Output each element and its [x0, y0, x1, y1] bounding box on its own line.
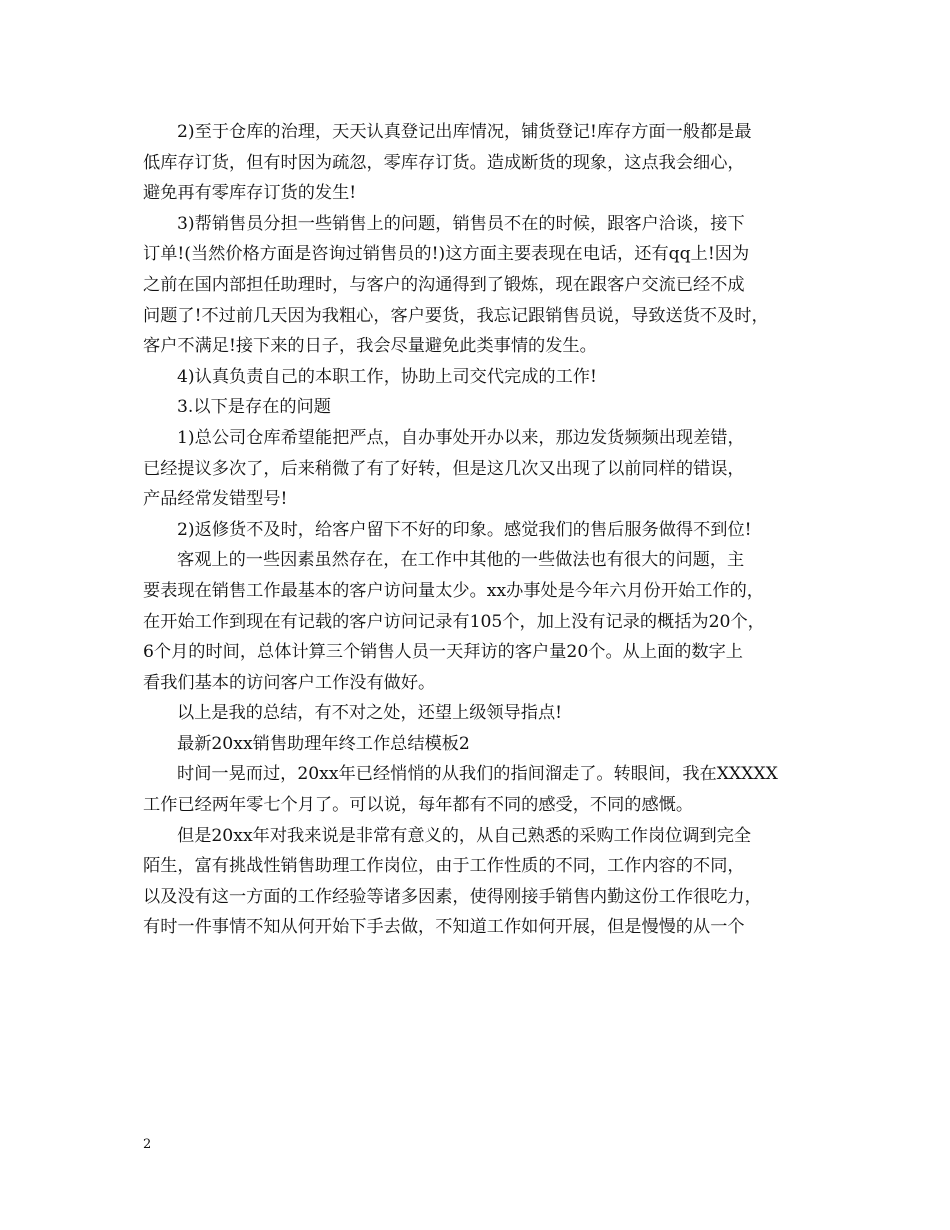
- text-line: 3)帮销售员分担一些销售上的问题，销售员不在的时候，跟客户洽谈，接下: [177, 213, 745, 234]
- text-line: 陌生，富有挑战性销售助理工作岗位，由于工作性质的不同，工作内容的不同，: [143, 856, 745, 877]
- text-line: 已经提议多次了，后来稍微了有了好转，但是这几次又出现了以前同样的错误，: [143, 458, 745, 479]
- text-line: 2)至于仓库的治理，天天认真登记出库情况，铺货登记!库存方面一般都是最: [177, 122, 752, 142]
- text-line: 2)返修货不及时，给客户留下不好的印象。感觉我们的售后服务做得不到位!: [177, 519, 752, 540]
- text-line: 要表现在销售工作最基本的客户访问量太少。xx办事处是今年六月份开始工作的，: [143, 580, 764, 601]
- text-line: 以上是我的总结，有不对之处，还望上级领导指点!: [177, 703, 563, 724]
- text-line: 但是20xx年对我来说是非常有意义的，从自己熟悉的采购工作岗位调到完全: [177, 825, 752, 846]
- text-line: 产品经常发错型号!: [143, 489, 288, 510]
- text-line: 低库存订货，但有时因为疏忽，零库存订货。造成断货的现象，这点我会细心，: [143, 152, 745, 173]
- text-line: 客观上的一些因素虽然存在，在工作中其他的一些做法也有很大的问题，主: [177, 550, 745, 571]
- text-line: 时间一晃而过，20xx年已经悄悄的从我们的指间溜走了。转眼间，我在XXXXX: [177, 764, 778, 785]
- text-line: 有时一件事情不知从何开始下手去做，不知道工作如何开展，但是慢慢的从一个: [143, 917, 745, 938]
- text-line: 订单!(当然价格方面是咨询过销售员的!)这方面主要表现在电话，还有qq上!因为: [143, 244, 750, 265]
- text-line: 3.以下是存在的问题: [177, 397, 331, 418]
- text-line: 问题了!不过前几天因为我粗心，客户要货，我忘记跟销售员说，导致送货不及时，: [143, 305, 769, 326]
- page-number: 2: [143, 1137, 152, 1152]
- text-line: 最新20xx销售助理年终工作总结模板2: [177, 733, 470, 754]
- text-line: 看我们基本的访问客户工作没有做好。: [143, 672, 436, 693]
- text-line: 之前在国内部担任助理时，与客户的沟通得到了锻炼，现在跟客户交流已经不成: [143, 274, 745, 295]
- text-line: 4)认真负责自己的本职工作，协助上司交代完成的工作!: [177, 366, 597, 387]
- text-line: 在开始工作到现在有记载的客户访问记录有105个，加上没有记录的概括为20个，: [143, 611, 765, 632]
- text-line: 1)总公司仓库希望能把严点，自办事处开办以来，那边发货频频出现差错，: [177, 427, 745, 448]
- text-line: 工作已经两年零七个月了。可以说，每年都有不同的感受，不同的感慨。: [143, 795, 694, 816]
- text-line: 6个月的时间，总体计算三个销售人员一天拜访的客户量20个。从上面的数字上: [143, 642, 743, 663]
- text-line: 客户不满足!接下来的日子，我会尽量避免此类事情的发生。: [143, 336, 597, 357]
- text-line: 避免再有零库存订货的发生!: [143, 183, 357, 204]
- text-line: 以及没有这一方面的工作经验等诸多因素，使得刚接手销售内勤这份工作很吃力，: [143, 886, 762, 907]
- document-body: [143, 117, 823, 943]
